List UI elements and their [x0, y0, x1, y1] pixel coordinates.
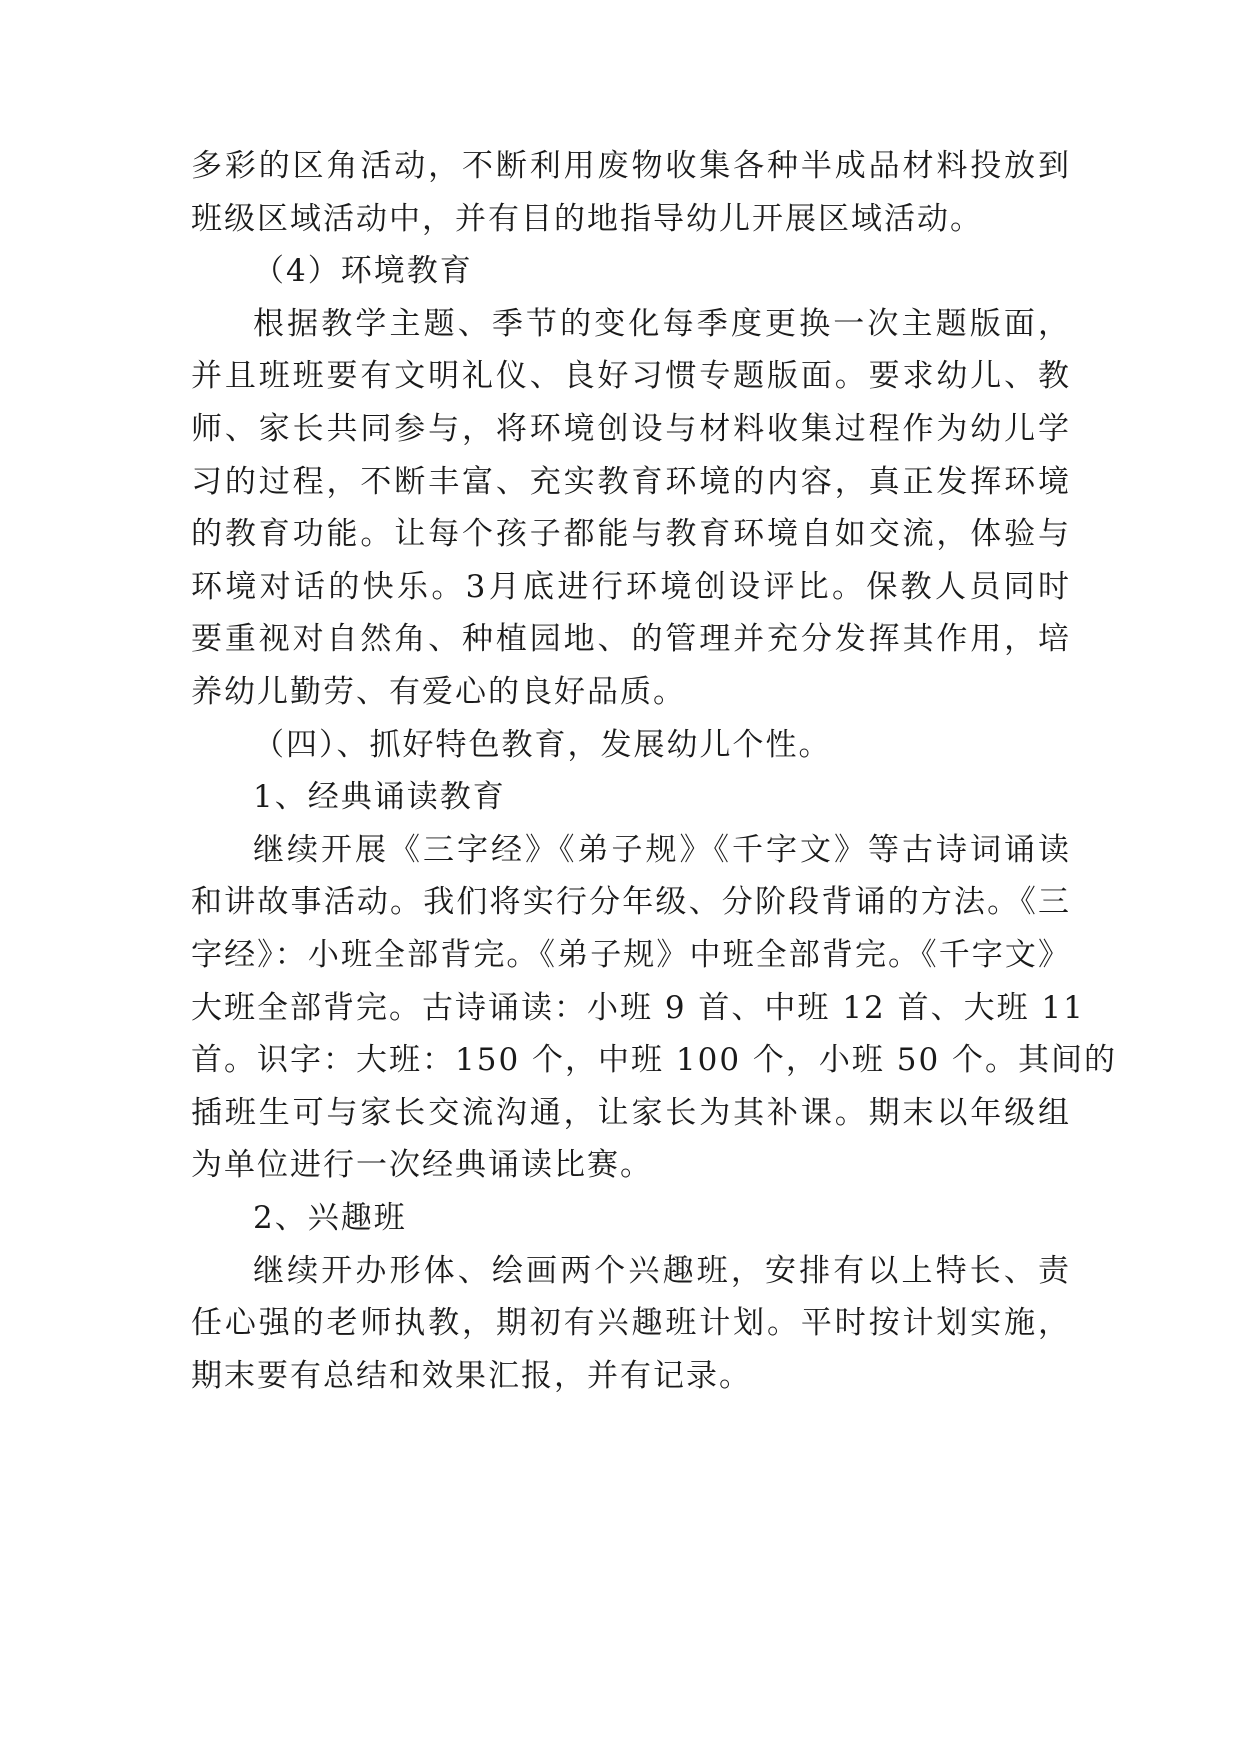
text-line: 期末要有总结和效果汇报，并有记录。 — [191, 1357, 752, 1394]
text-line: 为单位进行一次经典诵读比赛。 — [191, 1147, 653, 1184]
text-line: 插班生可与家长交流沟通，让家长为其补课。期末以年级组 — [191, 1094, 1071, 1131]
text-line: 环境对话的快乐。3月底进行环境创设评比。保教人员同时 — [191, 568, 1071, 605]
text-line: 多彩的区角活动，不断利用废物收集各种半成品材料投放到 — [191, 148, 1071, 184]
text-line: 根据教学主题、季节的变化每季度更换一次主题版面， — [253, 305, 1071, 342]
text-line: 和讲故事活动。我们将实行分年级、分阶段背诵的方法。《三 — [191, 884, 1071, 921]
text-line: 习的过程，不断丰富、充实教育环境的内容，真正发挥环境 — [191, 463, 1071, 500]
text-line: 任心强的老师执教，期初有兴趣班计划。平时按计划实施， — [191, 1305, 1071, 1342]
text-line: 并且班班要有文明礼仪、良好习惯专题版面。要求幼儿、教 — [191, 358, 1071, 395]
text-line: 要重视对自然角、种植园地、的管理并充分发挥其作用，培 — [191, 621, 1071, 658]
text-line: 继续开办形体、绘画两个兴趣班，安排有以上特长、责 — [253, 1252, 1071, 1289]
text-line: 首。识字：大班：150 个，中班 100 个，小班 50 个。其间的 — [191, 1042, 1118, 1079]
text-line: 班级区域活动中，并有目的地指导幼儿开展区域活动。 — [191, 200, 983, 237]
text-line: （4）环境教育 — [253, 253, 473, 290]
text-line: 师、家长共同参与，将环境创设与材料收集过程作为幼儿学 — [191, 411, 1071, 447]
text-line: 养幼儿勤劳、有爱心的良好品质。 — [191, 674, 686, 710]
text-line: 1、经典诵读教育 — [253, 779, 506, 816]
text-line: （四）、抓好特色教育，发展幼儿个性。 — [253, 726, 832, 763]
text-line: 2、兴趣班 — [253, 1200, 407, 1236]
text-line: 大班全部背完。古诗诵读：小班 9 首、中班 12 首、大班 11 — [191, 989, 1085, 1026]
text-line: 字经》：小班全部背完。《弟子规》中班全部背完。《千字文》 — [191, 937, 1071, 973]
text-line: 的教育功能。让每个孩子都能与教育环境自如交流，体验与 — [191, 516, 1071, 553]
text-line: 继续开展《三字经》《弟子规》《千字文》等古诗词诵读 — [253, 831, 1071, 868]
